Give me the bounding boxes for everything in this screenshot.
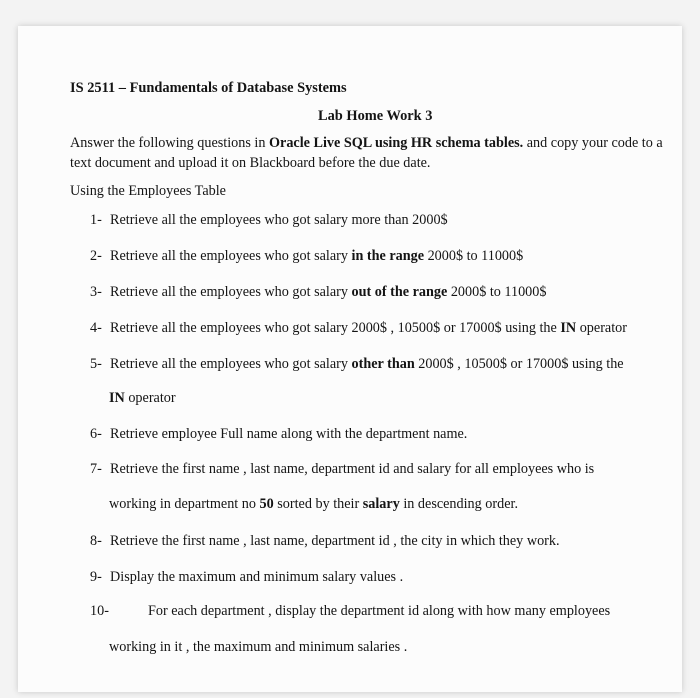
question-text: Retrieve all the employees who got salary (110, 356, 352, 372)
intro-text-end: and copy your code to a text document and upload it on Blackboard before the due date. (70, 135, 663, 171)
question-text-bold: other than (351, 356, 415, 372)
question-text: Retrieve the first name , last name, department id and salary for all employees who is (110, 461, 595, 477)
intro-text-start: Answer the following questions in (70, 135, 269, 151)
course-title: IS 2511 – Fundamentals of Database Systems (70, 80, 347, 96)
question-text: Retrieve employee Full name along with the department name. (110, 426, 468, 442)
question-text: Display the maximum and minimum salary values . (110, 569, 404, 585)
question-number: 7- (90, 461, 102, 477)
intro-paragraph (70, 133, 675, 173)
question-text: 2000$ to 11000$ (424, 248, 524, 264)
question-number: 3- (90, 284, 102, 300)
section-heading: Using the Employees Table (70, 183, 226, 199)
question-number: 8- (90, 533, 102, 549)
lab-title: Lab Home Work 3 (318, 108, 433, 124)
question-3 (90, 282, 546, 302)
question-text-bold: IN (109, 390, 125, 406)
question-text: working in it , the maximum and minimum salaries . (109, 639, 408, 655)
question-text-bold: salary (362, 496, 400, 512)
intro-text-bold: Oracle Live SQL using HR schema tables. (269, 135, 524, 151)
question-text: working in department no (109, 496, 260, 512)
question-text: Retrieve all the employees who got salary more than 2000$ (110, 212, 448, 228)
question-number: 5- (90, 356, 102, 372)
question-text: 2000$ , 10500$ or 17000$ using the (414, 356, 624, 372)
question-text-bold: 50 (259, 496, 274, 512)
document-page (18, 26, 682, 692)
question-7-continuation (109, 494, 518, 514)
question-text: in descending order. (399, 496, 518, 512)
question-4 (90, 318, 627, 338)
question-number: 4- (90, 320, 102, 336)
question-number: 2- (90, 248, 102, 264)
question-2 (90, 246, 523, 266)
question-text: operator (576, 320, 627, 336)
question-8 (90, 531, 560, 551)
question-text: For each department , display the department id along with how many employees (148, 603, 611, 619)
question-1 (90, 210, 448, 230)
question-text: sorted by their (273, 496, 363, 512)
question-number: 6- (90, 426, 102, 442)
question-5-continuation (109, 388, 176, 408)
question-text-bold: in the range (351, 248, 425, 264)
question-9 (90, 567, 403, 587)
question-number: 1- (90, 212, 102, 228)
question-text-bold: out of the range (351, 284, 448, 300)
question-number: 10- (90, 603, 109, 619)
question-text: 2000$ to 11000$ (447, 284, 547, 300)
question-text: operator (124, 390, 176, 406)
question-10-continuation (109, 637, 407, 657)
question-number: 9- (90, 569, 102, 585)
question-6 (90, 424, 467, 444)
question-7 (90, 459, 594, 479)
question-5 (90, 354, 624, 374)
question-text: Retrieve all the employees who got salary (110, 284, 352, 300)
question-text: Retrieve all the employees who got salary (110, 248, 352, 264)
question-text: Retrieve all the employees who got salary 2000$ , 10500$ or 17000$ using the (110, 320, 561, 336)
question-text-bold: IN (560, 320, 577, 336)
question-10 (90, 601, 610, 621)
question-text: Retrieve the first name , last name, department id , the city in which they work. (110, 533, 560, 549)
